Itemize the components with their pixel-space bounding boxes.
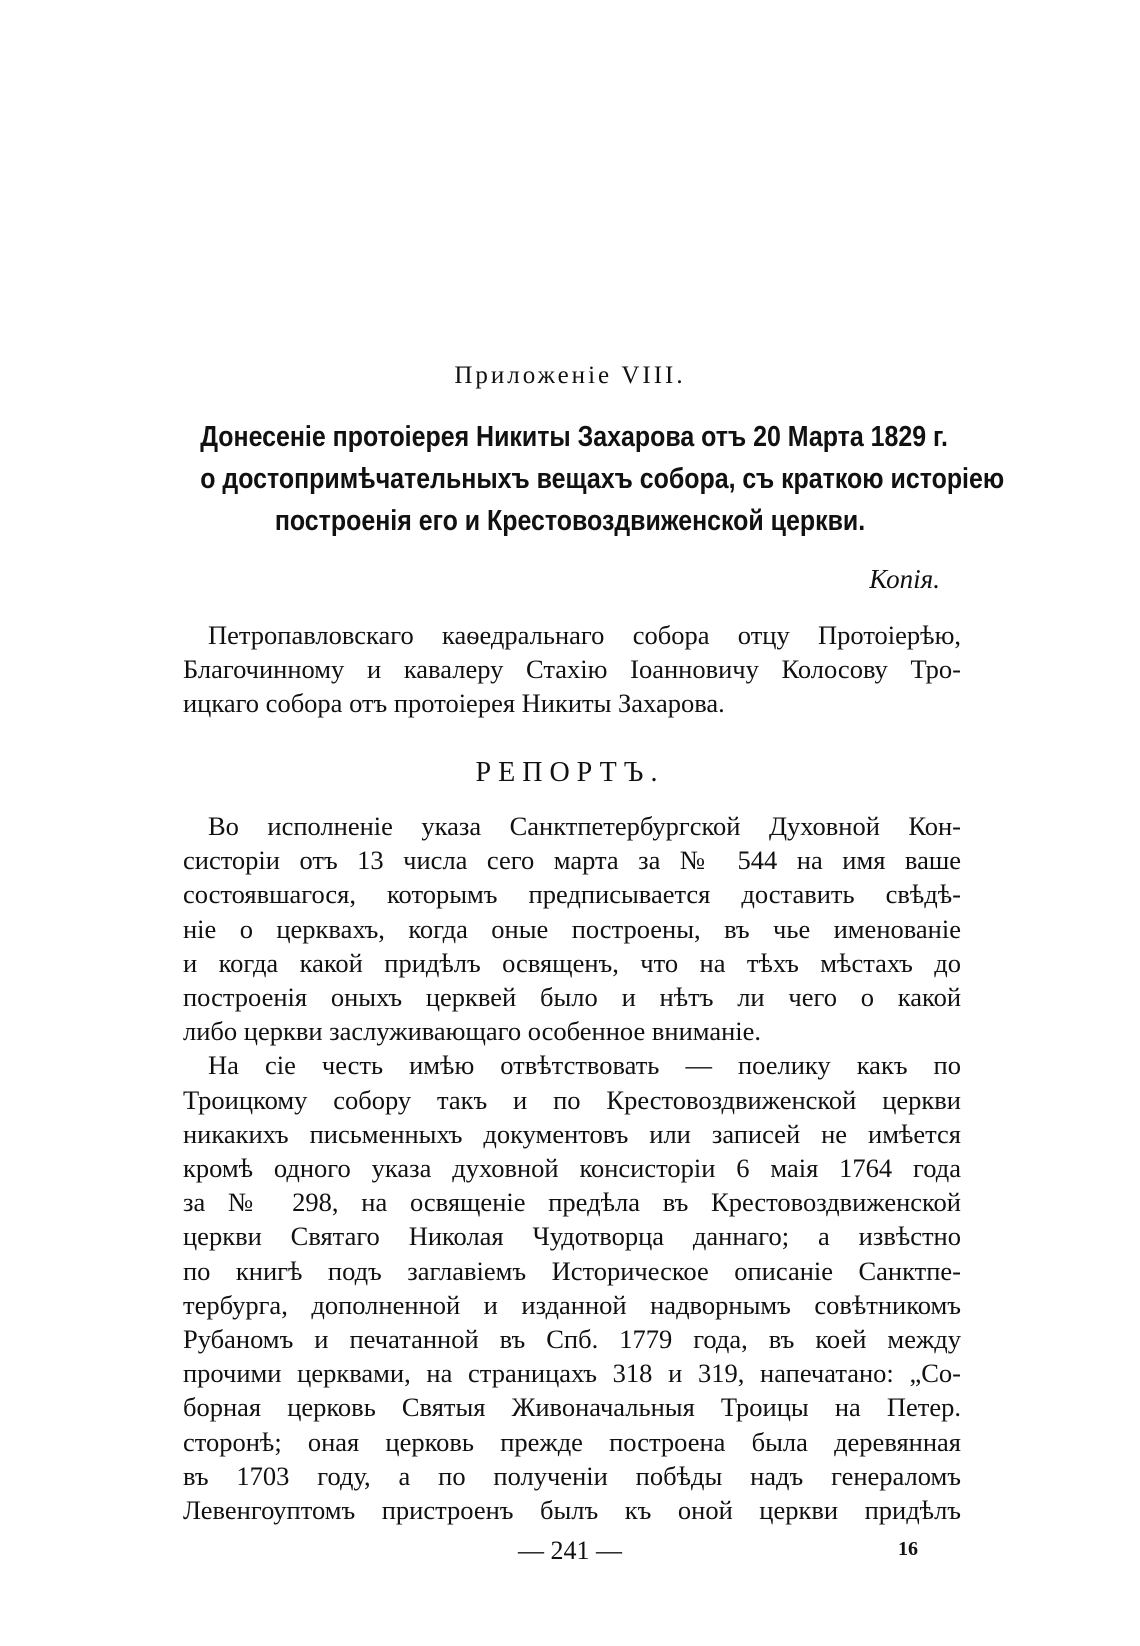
- body-line: церкви Святаго Николая Чудотворца даннаго; а извѣстно: [183, 1221, 961, 1252]
- body-line: по книгѣ подъ заглавіемъ Историческое описаніе Санктпе-: [183, 1255, 961, 1286]
- body-line: Во исполненіе указа Санктпетербургской Духовной Кон-: [208, 811, 961, 841]
- body-line: за № 298, на освященіе предѣла въ Крестовоздвиженской: [183, 1187, 961, 1218]
- sheet-number: 16: [898, 1538, 918, 1560]
- address-block: [183, 618, 961, 720]
- body-line: состоявшагося, которымъ предписывается доставить свѣдѣ-: [183, 879, 961, 910]
- title-line: Донесеніе протоіерея Никиты Захарова отъ 20 Марта 1829 г.: [200, 421, 948, 453]
- copy-label: Копія.: [869, 564, 940, 594]
- title-line: о достопримѣчательныхъ вещахъ собора, съ краткою исторіею: [200, 463, 1005, 495]
- body-line: систоріи отъ 13 числа сего марта за № 544 на имя ваше: [183, 845, 961, 876]
- body-line: прочими церквами, на страницахъ 318 и 319, напечатано: „Со-: [183, 1358, 961, 1389]
- body-line: никакихъ письменныхъ документовъ или записей не имѣется: [183, 1118, 961, 1149]
- address-line: Петропавловскаго каѳедральнаго собора отцу Протоіерѣю,: [208, 620, 961, 650]
- body-line: ніе о церквахъ, когда оные построены, въ чье именованіе: [183, 913, 961, 944]
- appendix-label: Приложеніе VIII.: [454, 362, 686, 389]
- body-line: и когда какой придѣлъ освященъ, что на тѣхъ мѣстахъ до: [183, 947, 961, 978]
- address-line: ицкаго собора отъ протоіерея Никиты Захарова.: [183, 688, 725, 718]
- body-line: сторонѣ; оная церковь прежде построена была деревянная: [183, 1426, 961, 1457]
- body-line: Рубаномъ и печатанной въ Спб. 1779 года, въ коей между: [183, 1324, 961, 1355]
- body-line: тербурга, дополненной и изданной надворнымъ совѣтникомъ: [183, 1289, 961, 1320]
- body-line: либо церкви заслуживающаго особенное вниманіе.: [183, 1016, 762, 1047]
- body-line: борная церковь Святыя Живоначальныя Троицы на Петер.: [183, 1392, 961, 1423]
- body-line: Троицкому собору такъ и по Крестовоздвиженской церкви: [183, 1084, 961, 1115]
- body-line: На сіе честь имѣю отвѣтствовать — поелику какъ по: [208, 1050, 961, 1081]
- page-number: — 241 —: [518, 1536, 622, 1565]
- body-line: Левенгоуптомъ пристроенъ былъ къ оной церкви придѣлъ: [183, 1495, 961, 1526]
- document-title: [200, 416, 1005, 542]
- report-heading: РЕПОРТЪ.: [475, 757, 665, 788]
- body-line: въ 1703 году, а по полученіи побѣды надъ генераломъ: [183, 1460, 961, 1491]
- address-line: Благочинному и кавалеру Стахію Іоанновичу Колосову Тро-: [183, 654, 961, 684]
- title-line: построенія его и Крестовоздвиженской церкви.: [274, 505, 866, 537]
- body-line: кромѣ одного указа духовной консисторіи 6 маія 1764 года: [183, 1153, 961, 1184]
- body-line: построенія оныхъ церквей было и нѣтъ ли чего о какой: [183, 982, 961, 1013]
- report-body: [183, 809, 961, 1527]
